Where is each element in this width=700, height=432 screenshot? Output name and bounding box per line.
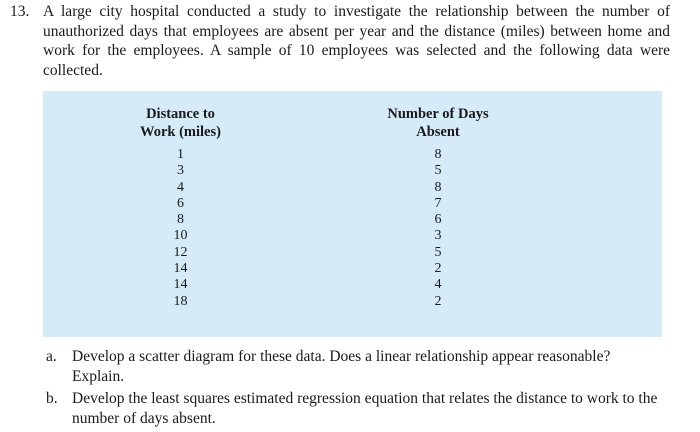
days-cell: 6 <box>434 212 442 228</box>
days-absent-header <box>373 106 503 141</box>
days-cell: 5 <box>434 244 442 260</box>
distance-cell: 12 <box>173 244 188 260</box>
distance-cell: 4 <box>177 179 184 195</box>
distance-cell: 14 <box>173 277 188 293</box>
distance-values <box>123 147 238 310</box>
days-cell: 5 <box>434 163 442 179</box>
days-cell: 4 <box>434 277 442 293</box>
days-cell: 2 <box>434 261 442 277</box>
days-header-line1: Number of Days <box>387 106 489 122</box>
question-list <box>46 347 666 431</box>
distance-column <box>123 106 238 310</box>
days-cell: 8 <box>434 147 442 162</box>
question-letter: b. <box>46 390 58 407</box>
problem-statement <box>10 2 670 80</box>
distance-cell: 14 <box>173 261 188 277</box>
distance-cell: 6 <box>177 195 184 211</box>
question-b <box>46 389 666 428</box>
distance-cell: 1 <box>177 147 184 162</box>
question-letter: a. <box>46 348 57 365</box>
distance-cell: 18 <box>173 293 188 309</box>
question-text: Develop a scatter diagram for these data. Does a linear relationship appear reasonable? Explain. <box>72 348 611 385</box>
days-cell: 7 <box>434 195 442 211</box>
days-header-line2: Absent <box>416 123 460 140</box>
distance-cell: 10 <box>173 228 188 244</box>
question-a <box>46 347 666 386</box>
data-table <box>43 91 662 337</box>
distance-header-line2: Work (miles) <box>140 123 221 140</box>
distance-header <box>123 106 238 141</box>
days-cell: 3 <box>434 228 442 244</box>
days-values <box>373 147 503 310</box>
days-cell: 8 <box>434 179 442 195</box>
distance-cell: 8 <box>177 212 184 228</box>
distance-cell: 3 <box>177 163 184 179</box>
days-absent-column <box>373 106 503 310</box>
distance-header-line1: Distance to <box>146 106 215 122</box>
problem-number: 13. <box>10 3 30 20</box>
question-text: Develop the least squares estimated regression equation that relates the distance to work to the number of days absent. <box>72 390 658 427</box>
days-cell: 2 <box>434 293 442 309</box>
problem-text: A large city hospital conducted a study to investigate the relationship between the number of unauthorized days that employees are absent per year and the distance (miles) between home and work for the employees. A sample of 10 employees was selected and the following data were collected. <box>43 3 670 79</box>
